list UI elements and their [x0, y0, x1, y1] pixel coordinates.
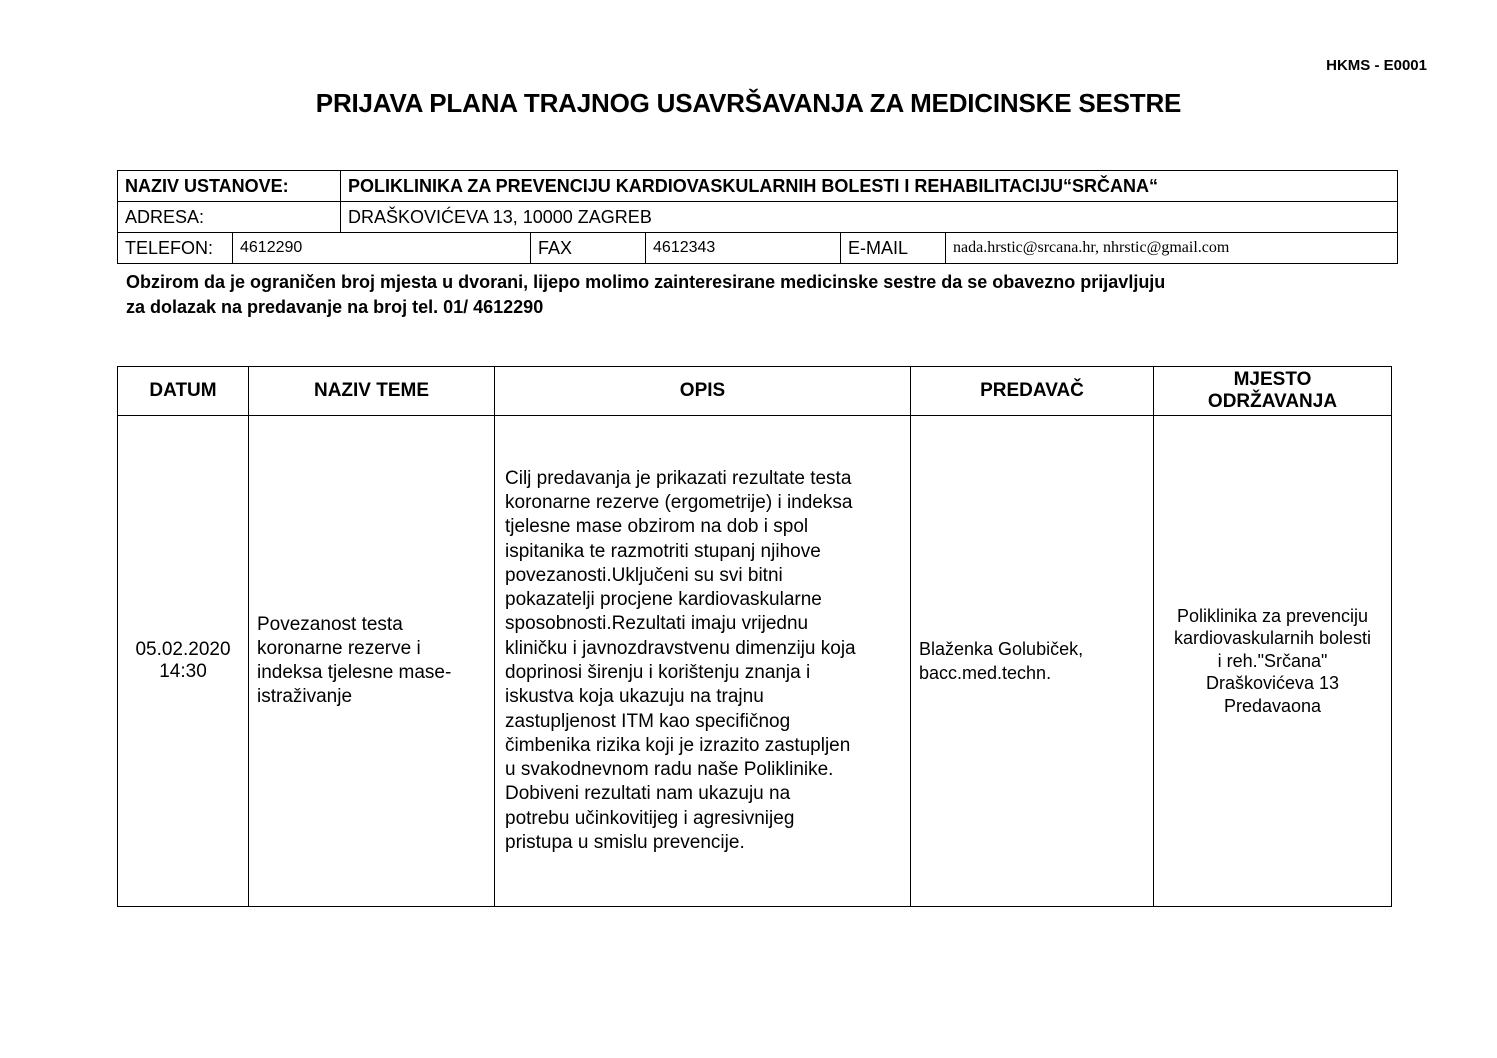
description-line: zastupljenost ITM kao specifičnog: [505, 710, 791, 732]
description-line: ispitanika te razmotriti stupanj njihove: [505, 540, 821, 562]
page-title: PRIJAVA PLANA TRAJNOG USAVRŠAVANJA ZA MEDICINSKE SESTRE: [315, 88, 1182, 118]
description-line: koronarne rezerve (ergometrije) i indeksa: [505, 491, 853, 513]
header-topic: NAZIV TEME: [249, 367, 495, 416]
form-code: HKMS - E0001: [1326, 57, 1427, 74]
lecture-time: 14:30: [159, 661, 207, 682]
lecturer-line: Blaženka Golubiček,: [919, 639, 1084, 659]
header-description: OPIS: [495, 367, 911, 416]
header-place-line: ODRŽAVANJA: [1207, 391, 1338, 412]
institution-table: [117, 170, 1398, 264]
fax-label: FAX: [531, 233, 646, 264]
lecture-table-header: [118, 367, 1392, 416]
description-line: doprinosi širenju i korištenju znanja i: [505, 662, 811, 683]
topic-line: koronarne rezerve i: [257, 638, 421, 659]
header-date: DATUM: [118, 367, 249, 416]
description-line: Dobiveni rezultati nam ukazuju na: [505, 783, 791, 805]
description-line: povezanosti.Uključeni su svi bitni: [505, 564, 783, 586]
place-line: kardiovaskularnih bolesti: [1173, 628, 1372, 649]
place-line: Predavaona: [1223, 695, 1322, 716]
place-line: Poliklinika za prevenciju: [1176, 605, 1369, 626]
email-label: E-MAIL: [841, 233, 946, 264]
description-line: pristupa u smislu prevencije.: [505, 832, 745, 854]
table-row: [118, 416, 1392, 907]
fax-value: 4612343: [646, 233, 841, 264]
phone-value: 4612290: [233, 233, 531, 264]
description-line: kliničku i javnozdravstvenu dimenziju koja: [505, 637, 856, 659]
description-line: u svakodnevnom radu naše Poliklinike.: [505, 759, 834, 781]
cell-place: [1154, 416, 1392, 907]
topic-line: Povezanost testa: [257, 614, 403, 635]
lecturer-line: bacc.med.techn.: [919, 663, 1052, 683]
institution-contact-row: [118, 233, 1398, 264]
lecture-table: [117, 366, 1392, 907]
header-place-line: MJESTO: [1233, 369, 1312, 390]
cell-lecturer: [911, 416, 1154, 907]
cell-topic: [249, 416, 495, 907]
description-line: sposobnosti.Rezultati imaju vrijednu: [505, 613, 809, 635]
cell-date: [118, 416, 249, 907]
place-line: Draškovićeva 13: [1205, 673, 1340, 694]
header-place: [1154, 367, 1392, 416]
notice-line: Obzirom da je ograničen broj mjesta u dvorani, lijepo molimo zainteresirane medicinske sestre da se obavezno prijavljuju: [126, 272, 1166, 292]
description-line: pokazatelji procjene kardiovaskularne: [505, 589, 822, 611]
description-line: tjelesne mase obzirom na dob i spol: [505, 516, 809, 538]
cell-description: [495, 416, 911, 907]
institution-name-value: POLIKLINIKA ZA PREVENCIJU KARDIOVASKULARNIH BOLESTI I REHABILITACIJU“SRČANA“: [341, 171, 1398, 202]
topic-line: indeksa tjelesne mase-: [257, 662, 452, 683]
header-lecturer: PREDAVAČ: [911, 367, 1154, 416]
description-line: iskustva koja ukazuju na trajnu: [505, 686, 764, 708]
institution-name-row: [118, 171, 1398, 202]
notice-line: za dolazak na predavanje na broj tel. 01/ 4612290: [126, 297, 544, 317]
description-line: čimbenika rizika koji je izrazito zastupljen: [505, 734, 851, 756]
place-line: i reh."Srčana": [1217, 650, 1328, 671]
topic-line: istraživanje: [257, 686, 353, 707]
institution-name-label: NAZIV USTANOVE:: [118, 171, 341, 202]
address-value: DRAŠKOVIĆEVA 13, 10000 ZAGREB: [341, 202, 1398, 233]
description-line: potrebu učinkovitijeg i agresivnijeg: [505, 807, 795, 829]
institution-address-row: [118, 202, 1398, 233]
phone-label: TELEFON:: [118, 233, 233, 264]
email-value: nada.hrstic@srcana.hr, nhrstic@gmail.com: [946, 233, 1398, 264]
lecture-date: 05.02.2020: [135, 639, 231, 660]
description-line: Cilj predavanja je prikazati rezultate testa: [505, 467, 852, 489]
address-label: ADRESA:: [118, 202, 341, 233]
registration-notice: [126, 270, 1386, 320]
